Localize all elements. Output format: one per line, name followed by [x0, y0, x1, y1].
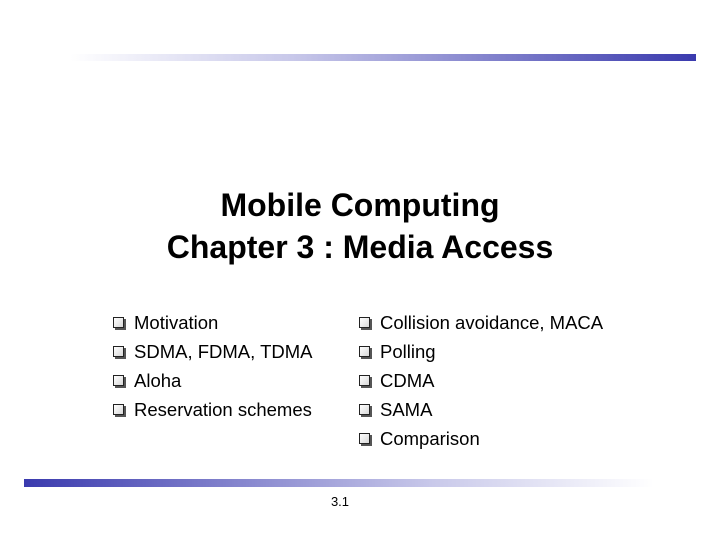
square-bullet-icon [113, 346, 124, 357]
title-line-1: Mobile Computing [220, 187, 500, 223]
square-bullet-icon [113, 375, 124, 386]
square-bullet-icon [359, 346, 370, 357]
bullet-item [113, 366, 313, 395]
square-bullet-icon [113, 317, 124, 328]
bullet-text: CDMA [380, 370, 435, 391]
slide-title [0, 184, 720, 268]
bullet-item [113, 337, 313, 366]
square-bullet-icon [359, 433, 370, 444]
bullet-text: Motivation [134, 312, 219, 333]
bullet-item [359, 366, 603, 395]
bullet-text: Aloha [134, 370, 182, 391]
bullet-item [359, 424, 603, 453]
page-number: 3.1 [330, 494, 350, 509]
bullet-item [113, 395, 313, 424]
bottom-accent-bar [24, 479, 654, 487]
title-line-2: Chapter 3 : Media Access [166, 229, 554, 265]
bullet-text: SDMA, FDMA, TDMA [134, 341, 313, 362]
top-accent-bar [70, 54, 696, 61]
bullet-item [113, 308, 313, 337]
square-bullet-icon [359, 404, 370, 415]
bullet-text: Collision avoidance, MACA [380, 312, 604, 333]
right-bullet-list [359, 308, 603, 453]
bullet-item [359, 308, 603, 337]
bullet-text: SAMA [380, 399, 433, 420]
bullet-item [359, 337, 603, 366]
square-bullet-icon [359, 375, 370, 386]
bullet-text: Polling [380, 341, 436, 362]
square-bullet-icon [113, 404, 124, 415]
left-bullet-list [113, 308, 313, 424]
bullet-item [359, 395, 603, 424]
square-bullet-icon [359, 317, 370, 328]
bullet-text: Comparison [380, 428, 480, 449]
bullet-text: Reservation schemes [134, 399, 312, 420]
